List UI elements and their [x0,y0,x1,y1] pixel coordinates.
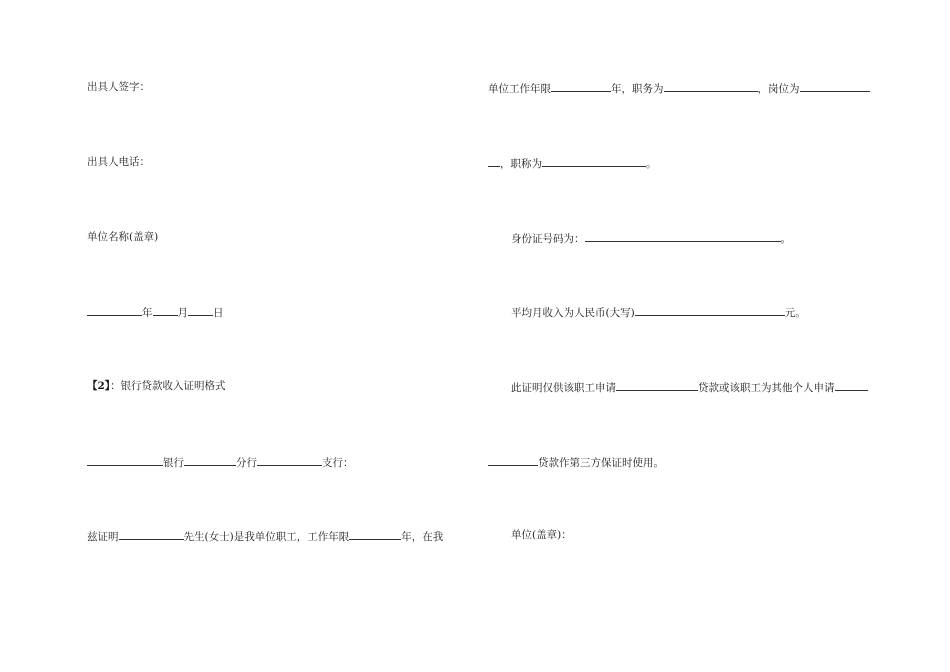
bank-blank [87,454,163,466]
seal-label: 单位(盖章)： [511,529,572,541]
branch-blank [184,454,236,466]
date-line [87,304,224,320]
id-number-line: 身份证号码为： 。 [511,230,791,246]
income-line: 平均月收入为人民币(大写) 元。 [511,304,806,320]
loan-type-blank [616,379,698,391]
income-blank [635,304,785,316]
year-label: 年 [142,307,153,319]
signer-label: 出具人签字： [87,81,150,93]
section-number: 【2】 [87,380,111,392]
year-blank [87,304,142,316]
month-label: 月 [177,307,188,319]
usage-line-1: 此证明仅供该职工申请 贷款或该职工为其他个人申请 [511,379,868,395]
sub-branch-blank [257,454,322,466]
day-label: 日 [213,307,224,319]
section-title: ：银行贷款收入证明格式 [110,380,226,392]
guarantee-loan-blank [488,454,538,466]
month-blank [153,304,178,316]
unit-years-blank [551,80,611,92]
certify-line: 兹证明 先生(女士)是我单位职工，工作年限 年，在我 [87,528,443,544]
unit-name-label: 单位名称(盖章) [87,231,159,243]
phone-label: 出具人电话： [87,156,150,168]
name-blank [119,528,184,540]
duty-blank [664,80,758,92]
usage-line-2: 贷款作第三方保证时使用。 [488,454,664,470]
other-person-blank [835,379,868,391]
id-number-blank [585,230,781,242]
section-heading [87,379,226,393]
day-blank [188,304,213,316]
title-line: ，职称为 。 [488,155,657,171]
years-blank [349,528,401,540]
work-years-line: 单位工作年限 年，职务为 ，岗位为 [488,80,870,96]
bank-line: 银行 分行 支行： [87,454,354,470]
post-continued-blank [488,155,500,167]
post-blank [800,80,870,92]
job-title-blank [542,155,646,167]
